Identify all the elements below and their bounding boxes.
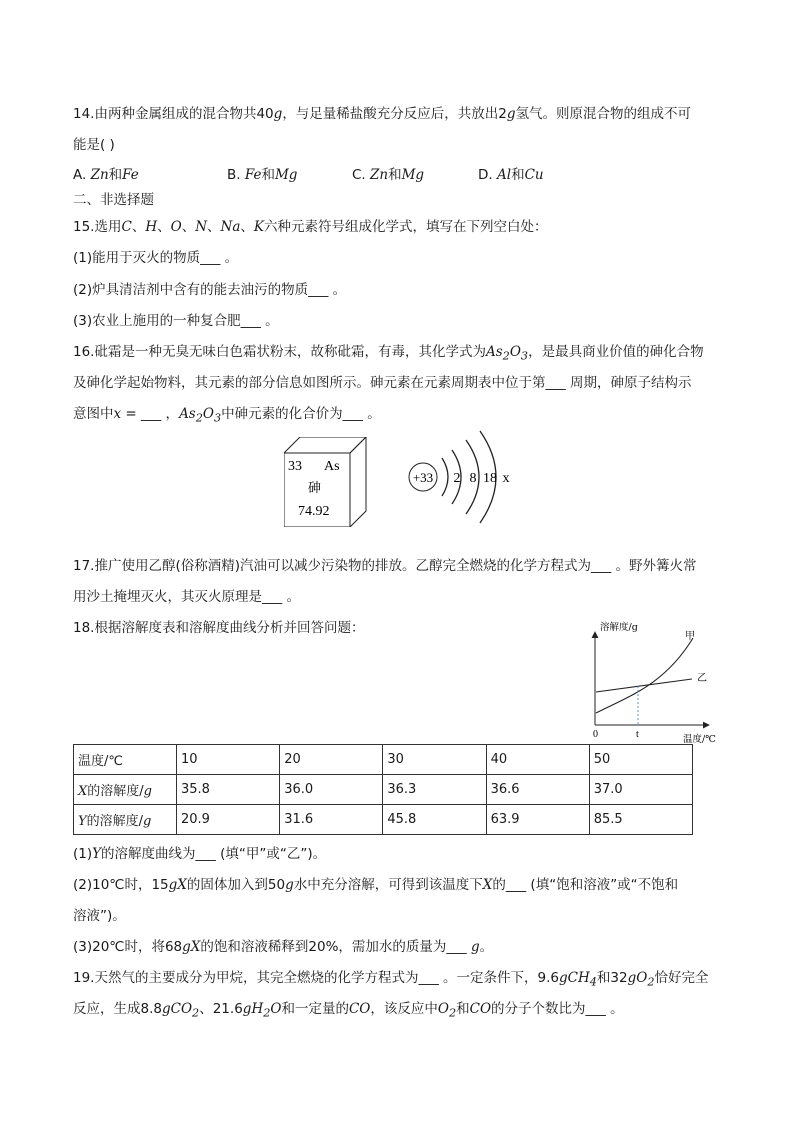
- metal: Zn: [370, 167, 389, 183]
- formula: CO: [348, 1001, 371, 1017]
- text: ，是最具商业价值的砷化合物: [528, 344, 704, 360]
- table-cell: 45.8: [383, 805, 486, 835]
- table-row: [74, 775, 693, 805]
- q15-sub-1: (1)能用于灭火的物质___ 。: [73, 250, 239, 266]
- table-cell: 37.0: [589, 775, 692, 805]
- x-axis-label: 温度/℃: [683, 734, 716, 744]
- q18-sub-2-cont: 溶液”)。: [73, 908, 126, 924]
- text: 的___ (填“饱和溶液”或“不饱和: [492, 877, 679, 893]
- q14-option-b: [227, 165, 297, 185]
- q15-sub-2: (2)炉具清洁剂中含有的能去油污的物质___ 。: [73, 282, 347, 298]
- table-cell: [74, 805, 177, 835]
- option-letter: B.: [227, 167, 245, 183]
- subscript: 2: [192, 1006, 200, 1020]
- text: 氢气。则原混合物的组成不可: [515, 106, 692, 122]
- table-cell: 36.3: [383, 775, 486, 805]
- formula: As: [179, 406, 196, 422]
- text: ，该反应中: [370, 1001, 438, 1017]
- subscript: 2: [448, 1006, 457, 1020]
- text: 的分子个数比为___ 。: [491, 1001, 624, 1017]
- text: 意图中: [73, 406, 114, 422]
- q14-line-2: 能是( ): [73, 137, 115, 153]
- sep: 、: [240, 219, 254, 235]
- metal: Mg: [274, 167, 298, 183]
- text: 19.天然气的主要成分为甲烷，其完全燃烧的化学方程式为___ 。一定条件下，9.6: [73, 970, 559, 986]
- text: ___ ，: [141, 406, 180, 422]
- element-symbol: K: [253, 219, 264, 235]
- metal: Zn: [90, 167, 109, 183]
- subscript: 3: [214, 411, 222, 425]
- element-symbol: Na: [220, 219, 241, 235]
- table-cell: 31.6: [280, 805, 383, 835]
- text: 15.选用: [73, 219, 122, 235]
- sep: 、: [207, 219, 221, 235]
- unit-g: g: [182, 939, 191, 955]
- subscript: 2: [195, 411, 203, 425]
- text: (2)10℃时，15: [73, 877, 169, 893]
- text: 六种元素符号组成化学式，填写在下列空白处：: [263, 219, 548, 235]
- metal: Fe: [244, 167, 262, 183]
- table-cell: 20.9: [177, 805, 280, 835]
- shell-arc: [442, 458, 448, 496]
- formula: O: [437, 1001, 449, 1017]
- conj: 和: [261, 167, 275, 183]
- subscript: 4: [589, 975, 597, 989]
- table-cell: 30: [383, 745, 486, 775]
- option-letter: C.: [352, 167, 371, 183]
- q18-intro: 18.根据溶解度表和溶解度曲线分析并回答问题：: [73, 620, 365, 636]
- atomic-number: 33: [288, 459, 302, 474]
- solubility-table: [73, 744, 693, 835]
- formula: CH: [567, 970, 590, 986]
- formula: H: [251, 1001, 264, 1017]
- var: X: [482, 877, 493, 893]
- table-cell: 36.6: [486, 775, 589, 805]
- table-row: [74, 745, 693, 775]
- text: 16.砒霜是一种无臭无味白色霜状粉末，故称砒霜，有毒，其化学式为: [73, 344, 486, 360]
- unit-g: g: [242, 1001, 252, 1017]
- q14-option-c: [352, 165, 424, 185]
- text: 的溶解度/: [87, 784, 144, 799]
- element-symbol: O: [170, 219, 182, 235]
- table-cell: 40: [486, 745, 589, 775]
- q16-line-3: [73, 404, 381, 429]
- unit-g: g: [161, 1001, 171, 1017]
- atomic-mass: 74.92: [298, 504, 330, 519]
- solubility-graph: [585, 618, 725, 744]
- sep: 、: [157, 219, 171, 235]
- unit-g: g: [470, 939, 480, 955]
- q16-line-1: [73, 342, 704, 367]
- var: Y: [92, 846, 102, 862]
- q19-line-1: [73, 968, 709, 993]
- element-symbol: N: [195, 219, 207, 235]
- sep: 、: [131, 219, 146, 235]
- text: 中砷元素的化合价为___ 。: [221, 406, 381, 422]
- table-cell: 温度/℃: [74, 745, 177, 775]
- element-cell: [284, 437, 374, 527]
- q18-sub-2: [73, 875, 678, 895]
- text: 和一定量的: [281, 1001, 349, 1017]
- formula: O: [509, 344, 521, 360]
- subscript: 2: [263, 1006, 271, 1020]
- origin-label: 0: [593, 729, 598, 740]
- element-symbol: As: [324, 459, 340, 474]
- conj: 和: [108, 167, 123, 183]
- subscript: 2: [647, 975, 655, 989]
- shell-electrons: 2: [453, 471, 461, 486]
- shell-electrons: 18: [483, 471, 497, 486]
- option-letter: D.: [478, 167, 497, 183]
- text: 恰好完全: [654, 970, 709, 986]
- text: 水中充分溶解，可得到该温度下: [293, 877, 483, 893]
- q19-line-2: [73, 999, 624, 1024]
- unit-g: g: [168, 877, 178, 893]
- unit-g: g: [506, 106, 516, 122]
- text: (1): [73, 846, 93, 862]
- q14-option-a: [73, 165, 139, 185]
- q15-sub-3: (3)农业上施用的一种复合肥___ 。: [73, 313, 279, 329]
- section-heading: 二、非选择题: [73, 192, 154, 208]
- sep: 、: [181, 219, 196, 235]
- table-cell: 50: [589, 745, 692, 775]
- unit-g: g: [142, 814, 152, 829]
- subscript: 3: [520, 349, 529, 363]
- text: (3)20℃时，将68: [73, 939, 183, 955]
- t-label: t: [636, 729, 639, 740]
- var: X: [177, 877, 187, 893]
- unit-g: g: [285, 877, 294, 893]
- formula: O: [270, 1001, 282, 1017]
- text: 14.由两种金属组成的混合物共40: [73, 106, 274, 122]
- formula: O: [202, 406, 214, 422]
- q14-line-1: [73, 104, 691, 124]
- nucleus-charge: +33: [412, 470, 434, 485]
- table-cell: 63.9: [486, 805, 589, 835]
- text: 的溶解度/: [86, 814, 143, 829]
- element-symbol: H: [145, 219, 158, 235]
- unit-g: g: [627, 970, 637, 986]
- table-cell: 85.5: [589, 805, 692, 835]
- metal: Mg: [401, 167, 425, 183]
- var: X: [190, 939, 201, 955]
- unit-g: g: [558, 970, 568, 986]
- y-axis-label: 溶解度/g: [600, 622, 638, 633]
- text: ，与足量稀盐酸充分反应后，共放出2: [282, 106, 507, 122]
- curve-jia-label: 甲: [685, 631, 695, 642]
- curve-jia: [596, 638, 693, 713]
- text: 反应，生成8.8: [73, 1001, 162, 1017]
- text: 的饱和溶液稀释到20%，需加水的质量为___: [200, 939, 471, 955]
- q18-sub-3: [73, 937, 493, 957]
- metal: Fe: [122, 167, 139, 183]
- table-cell: 35.8: [177, 775, 280, 805]
- element-symbol: C: [121, 219, 132, 235]
- text: 、21.6: [199, 1001, 243, 1017]
- text: 。: [479, 939, 494, 955]
- q18-sub-1: [73, 844, 326, 864]
- var: Y: [78, 814, 87, 829]
- table-row: [74, 805, 693, 835]
- metal: Cu: [524, 167, 544, 183]
- variable: x =: [113, 406, 142, 422]
- conj: 和: [388, 167, 402, 183]
- q17-line-1: 17.推广使用乙醇(俗称酒精)汽油可以减少污染物的排放。乙醇完全燃烧的化学方程式为___ 。野外篝火常: [73, 558, 697, 574]
- q15-intro: [73, 217, 547, 237]
- curve-yi-label: 乙: [697, 673, 707, 684]
- unit-g: g: [143, 784, 152, 799]
- formula: CO: [469, 1001, 492, 1017]
- text: 和: [456, 1001, 470, 1017]
- q16-line-2: 及砷化学起始物料，其元素的部分信息如图所示。砷元素在元素周期表中位于第___ 周期，砷原子结构示: [73, 375, 692, 391]
- formula: As: [485, 344, 503, 360]
- formula: O: [636, 970, 648, 986]
- atom-structure-diagram: [406, 428, 522, 526]
- conj: 和: [511, 167, 525, 183]
- subscript: 2: [502, 349, 510, 363]
- q17-line-2: 用沙土掩埋灭火，其灭火原理是___ 。: [73, 589, 301, 605]
- curve-yi: [596, 679, 692, 692]
- shell-electrons: 8: [469, 471, 477, 486]
- metal: Al: [496, 167, 512, 183]
- q14-option-d: [478, 165, 544, 185]
- unit-g: g: [273, 106, 283, 122]
- text: 的溶解度曲线为___ (填“甲”或“乙”)。: [101, 846, 327, 862]
- table-cell: 10: [177, 745, 280, 775]
- text: 和32: [596, 970, 628, 986]
- shell-electrons: x: [502, 471, 510, 486]
- text: 的固体加入到50: [186, 877, 286, 893]
- table-cell: 36.0: [280, 775, 383, 805]
- formula: CO: [170, 1001, 193, 1017]
- element-name: 砷: [308, 481, 322, 496]
- var: X: [78, 784, 88, 799]
- table-cell: 20: [280, 745, 383, 775]
- option-letter: A.: [73, 167, 91, 183]
- table-cell: [74, 775, 177, 805]
